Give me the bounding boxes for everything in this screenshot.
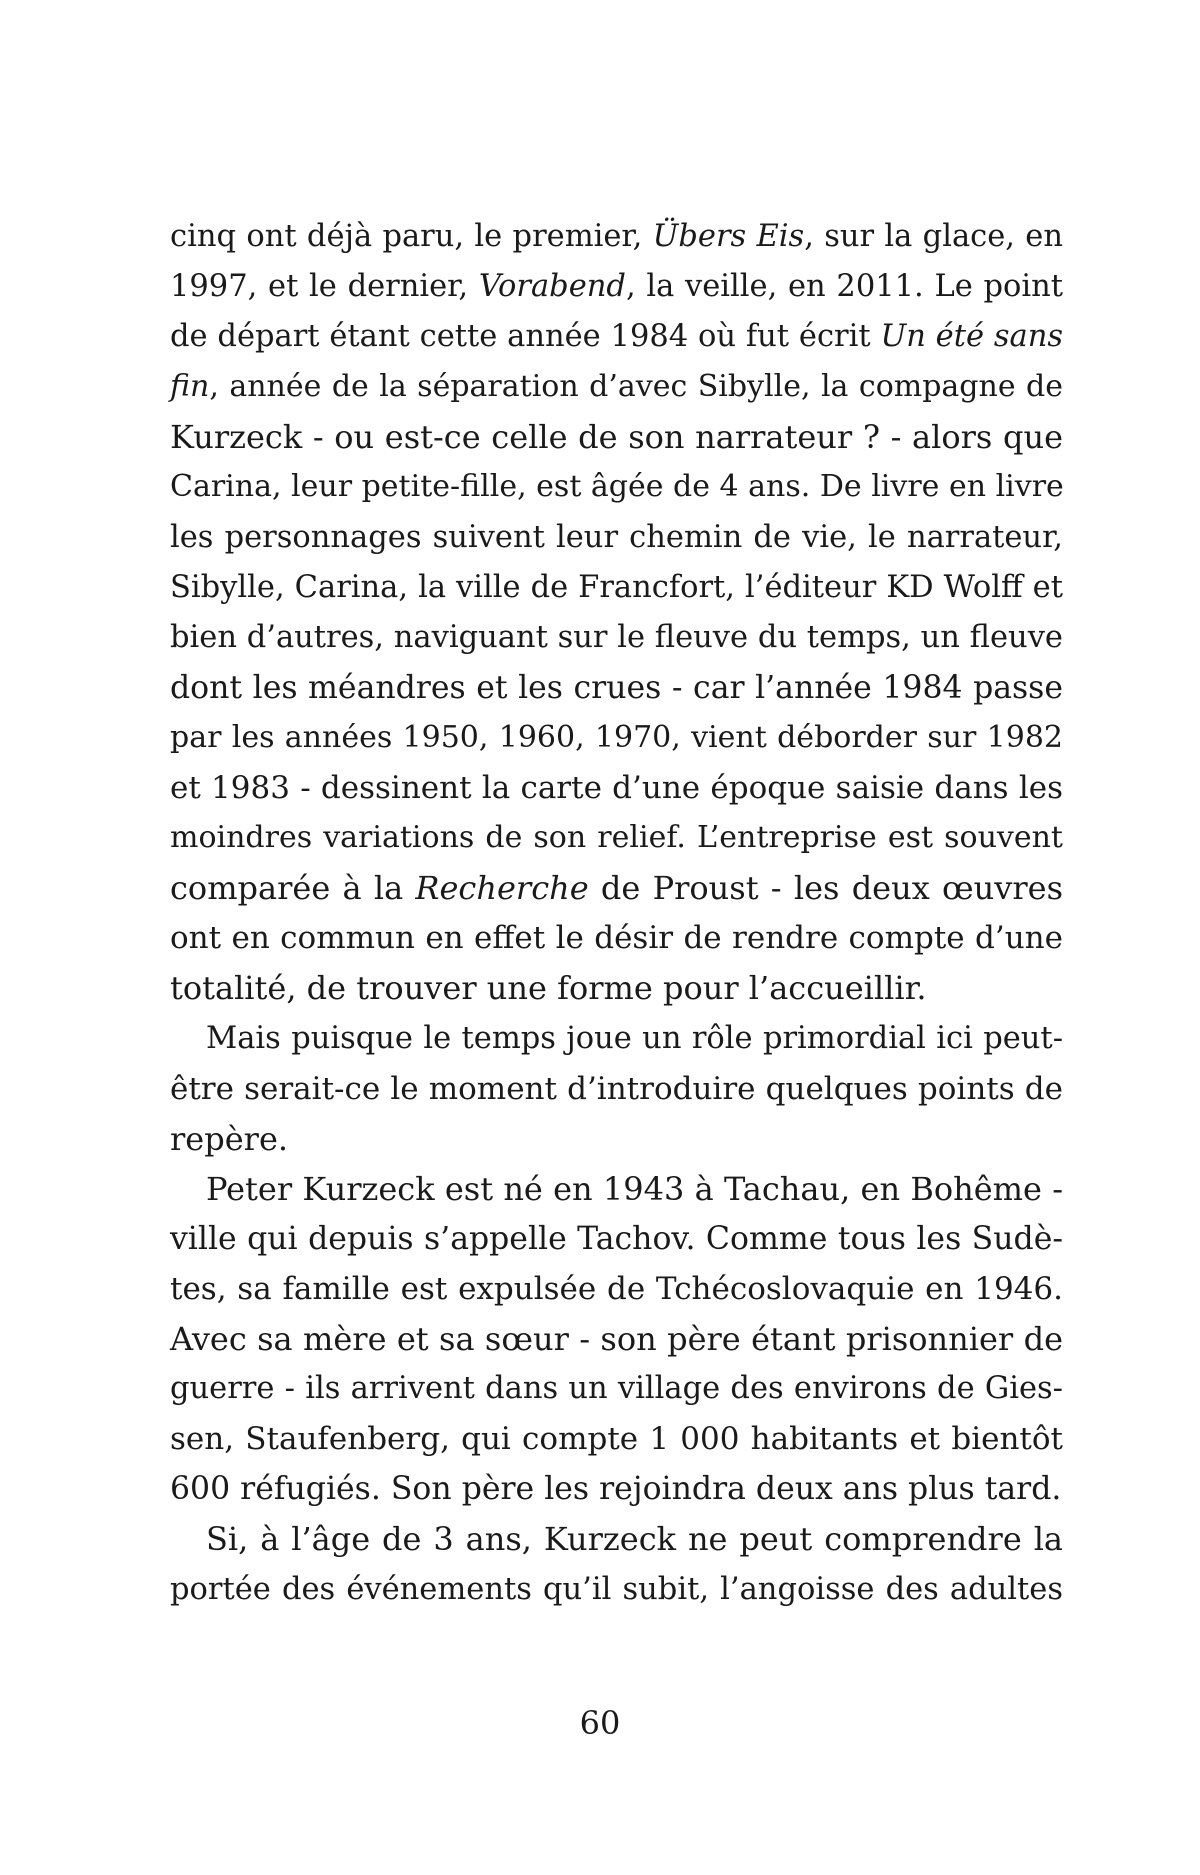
text-line <box>170 412 1063 462</box>
text-segment: de Proust - les deux œuvres <box>588 869 1064 908</box>
text-line <box>170 813 1063 863</box>
text-line <box>170 262 1063 312</box>
text-segment: Si, à l’âge de 3 ans, Kurzeck ne peut comprendre la <box>206 1520 1063 1559</box>
text-segment: , sur la glace, en <box>804 219 1063 254</box>
text-segment: 1997, et le dernier, <box>170 269 479 305</box>
text-line <box>170 462 1063 512</box>
text-segment: Peter Kurzeck est né en 1943 à Tachau, en Bohême - <box>206 1169 1063 1208</box>
text-line <box>170 513 1063 563</box>
text-segment: dont les méandres et les crues - car l’année 1984 passe <box>170 669 1063 706</box>
italic-title: Un été sans <box>880 319 1064 355</box>
text-line <box>170 1464 1063 1514</box>
text-segment: repère. <box>170 1119 289 1158</box>
text-segment: totalité, de trouver une forme pour l’accueillir. <box>170 969 927 1008</box>
text-segment: moindres variations de son relief. L’entreprise est souvent <box>170 820 1063 856</box>
text-segment: sen, Staufenberg, qui compte 1 000 habitants et bientôt <box>170 1421 1063 1458</box>
text-segment: comparée à la <box>170 869 416 908</box>
text-line <box>170 1314 1063 1364</box>
text-line <box>170 1264 1063 1314</box>
text-line <box>170 362 1063 412</box>
page-number: 60 <box>579 1704 621 1742</box>
text-segment: par les années 1950, 1960, 1970, vient déborder sur 1982 <box>170 719 1063 755</box>
text-line <box>170 1364 1063 1414</box>
page-body <box>170 212 1063 1615</box>
text-segment: Carina, leur petite-fille, est âgée de 4 ans. De livre en livre <box>170 469 1064 505</box>
text-segment: les personnages suivent leur chemin de vie, le narrateur, <box>170 519 1063 555</box>
text-line <box>170 663 1063 713</box>
text-line <box>170 1214 1063 1264</box>
text-segment: ont en commun en effet le désir de rendre compte d’une <box>170 920 1063 957</box>
text-segment: , la veille, en 2011. Le point <box>625 269 1064 305</box>
text-line <box>170 1114 1063 1164</box>
italic-title: fin <box>170 369 210 405</box>
text-line <box>170 863 1063 913</box>
text-segment: Kurzeck - ou est-ce celle de son narrateur ? - alors que <box>170 418 1063 457</box>
text-segment: tes, sa famille est expulsée de Tchécoslovaquie en 1946. <box>170 1270 1063 1307</box>
text-segment: 600 réfugiés. Son père les rejoindra deux ans plus tard. <box>170 1471 1062 1508</box>
text-segment: cinq ont déjà paru, le premier, <box>170 219 653 254</box>
text-segment: Sibylle, Carina, la ville de Francfort, l’éditeur KD Wolff et <box>170 569 1063 605</box>
text-line <box>170 1514 1063 1564</box>
text-segment: de départ étant cette année 1984 où fut écrit <box>170 319 881 355</box>
text-line <box>170 563 1063 613</box>
text-segment: Avec sa mère et sa sœur - son père étant prisonnier de <box>170 1320 1063 1359</box>
text-segment: guerre - ils arrivent dans un village des environs de Gies- <box>170 1371 1063 1407</box>
text-line <box>170 1014 1063 1064</box>
text-line <box>170 212 1063 262</box>
text-segment: et 1983 - dessinent la carte d’une époque saisie dans les <box>170 770 1063 807</box>
text-segment: , année de la séparation d’avec Sibylle, la compagne de <box>209 369 1063 405</box>
text-line <box>170 1164 1063 1214</box>
text-line <box>170 1565 1063 1615</box>
text-line <box>170 1064 1063 1114</box>
text-line <box>170 913 1063 963</box>
text-line <box>170 1414 1063 1464</box>
text-line <box>170 963 1063 1013</box>
text-segment: portée des événements qu’il subit, l’angoisse des adultes <box>170 1571 1063 1607</box>
text-segment: être serait-ce le moment d’introduire quelques points de <box>170 1070 1063 1107</box>
text-line <box>170 763 1063 813</box>
text-segment: ville qui depuis s’appelle Tachov. Comme tous les Sudè- <box>170 1220 1063 1257</box>
text-segment: bien d’autres, naviguant sur le fleuve du temps, un fleuve <box>170 619 1063 655</box>
text-line <box>170 713 1063 763</box>
text-segment: Mais puisque le temps joue un rôle primordial ici peut- <box>206 1020 1063 1056</box>
italic-title: Vorabend <box>478 269 626 305</box>
text-line <box>170 613 1063 663</box>
text-line <box>170 312 1063 362</box>
italic-title: Recherche <box>415 869 589 908</box>
italic-title: Übers Eis <box>652 219 805 254</box>
